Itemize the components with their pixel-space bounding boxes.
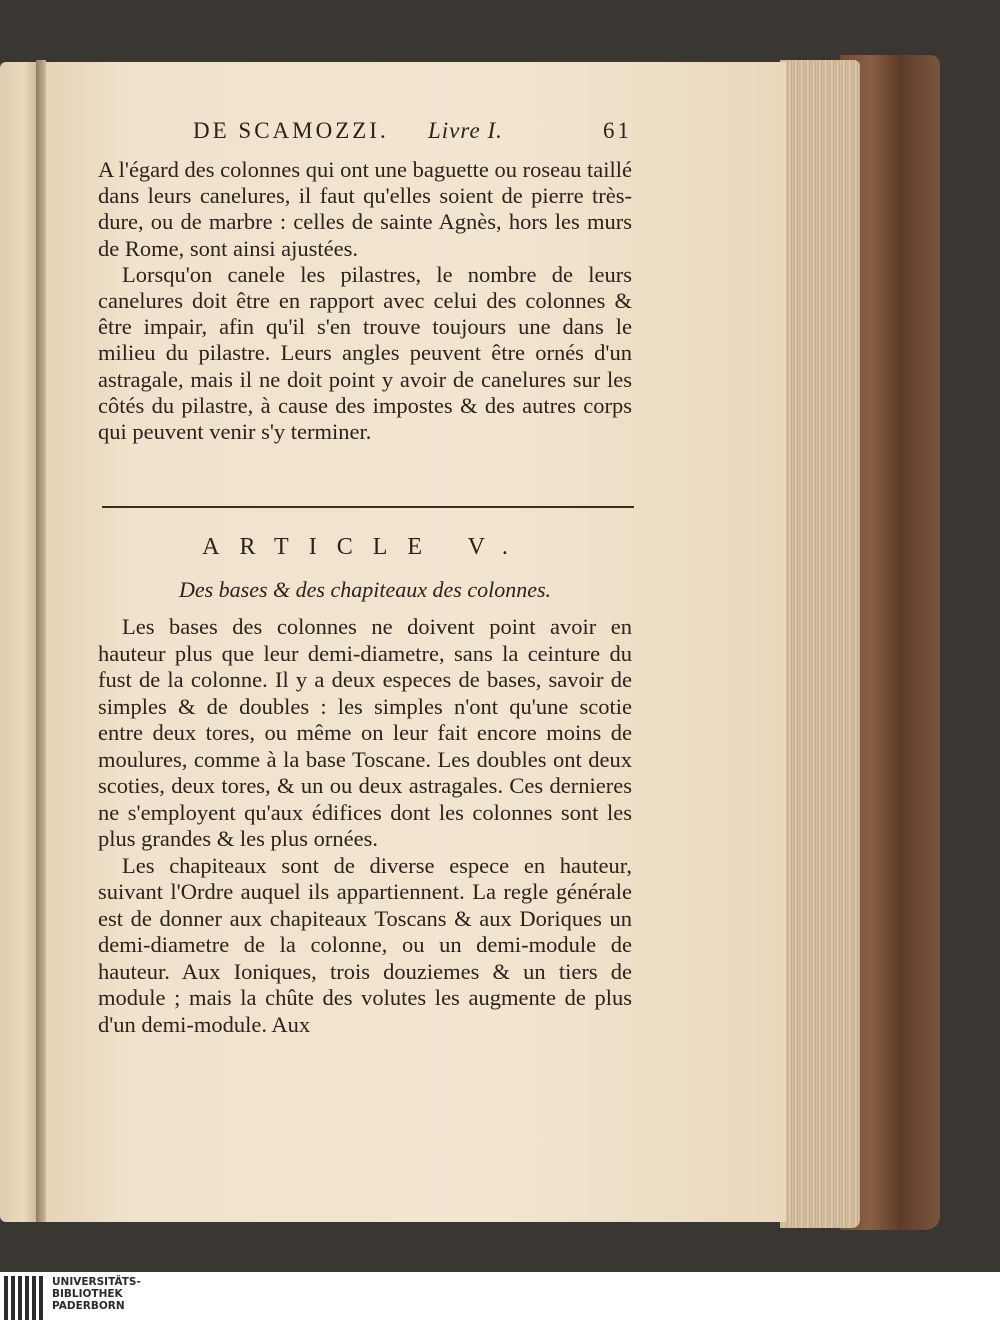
header-book: Livre I. [428,118,503,143]
paragraph: Les chapiteaux sont de diverse espece en hauteur, suivant l'Ordre auquel ils appartiennent. La regle générale est de donner aux chapiteaux Toscans & aux Doriques un demi-diametre de la colonne, ou un demi-module de hauteur. Aux Ioniques, trois douziemes & un tiers de module ; mais la chûte des volutes les augmente de plus d'un demi-module. Aux [98,852,632,1037]
library-name-line: PADERBORN [52,1300,125,1312]
page-number: 61 [603,118,632,143]
article-subtitle: Des bases & des chapiteaux des colonnes. [178,577,552,602]
library-name-line: UNIVERSITÄTS- [52,1276,141,1288]
header-title: DE SCAMOZZI. [193,118,389,143]
library-name [52,1276,141,1312]
article-heading: ARTICLE V. [202,534,528,560]
left-page-edge [0,62,40,1222]
library-footer [0,1272,1000,1323]
article-text-block [98,614,632,1038]
page-edges [780,60,860,1228]
paragraph: Les bases des colonnes ne doivent point avoir en hauteur plus que leur demi-diametre, sans la ceinture du fust de la colonne. Il y a deux especes de bases, savoir de simples & de doubles : les simples n'ont qu'une scotie entre deux tores, ou même on leur fait encore moins de moulures, comme à la base Toscane. Les doubles ont deux scoties, deux tores, & un ou deux astragales. Ces dernieres ne s'employent qu'aux édifices dont les colonnes sont les plus grandes & les plus ornées. [98,614,632,851]
section-rule [102,506,634,508]
book-gutter [36,60,46,1222]
library-logo-icon [4,1276,48,1320]
paragraph: Lorsqu'on canele les pilastres, le nombre de leurs canelures doit être en rapport avec celui des colonnes & être impair, afin qu'il s'en trouve toujours une dans le milieu du pilastre. Leurs angles peuvent être ornés d'un astragale, mais il ne doit point y avoir de canelures sur les côtés du pilastre, à cause des impostes & des autres corps qui peuvent venir s'y terminer. [98,261,632,445]
running-header [98,118,632,148]
library-name-line: BIBLIOTHEK [52,1288,123,1300]
paragraph: A l'égard des colonnes qui ont une baguette ou roseau taillé dans leurs canelures, il faut qu'elles soient de pierre très-dure, ou de marbre : celles de sainte Agnès, hors les murs de Rome, sont ainsi ajustées. [98,157,632,261]
top-text-block [98,157,632,445]
